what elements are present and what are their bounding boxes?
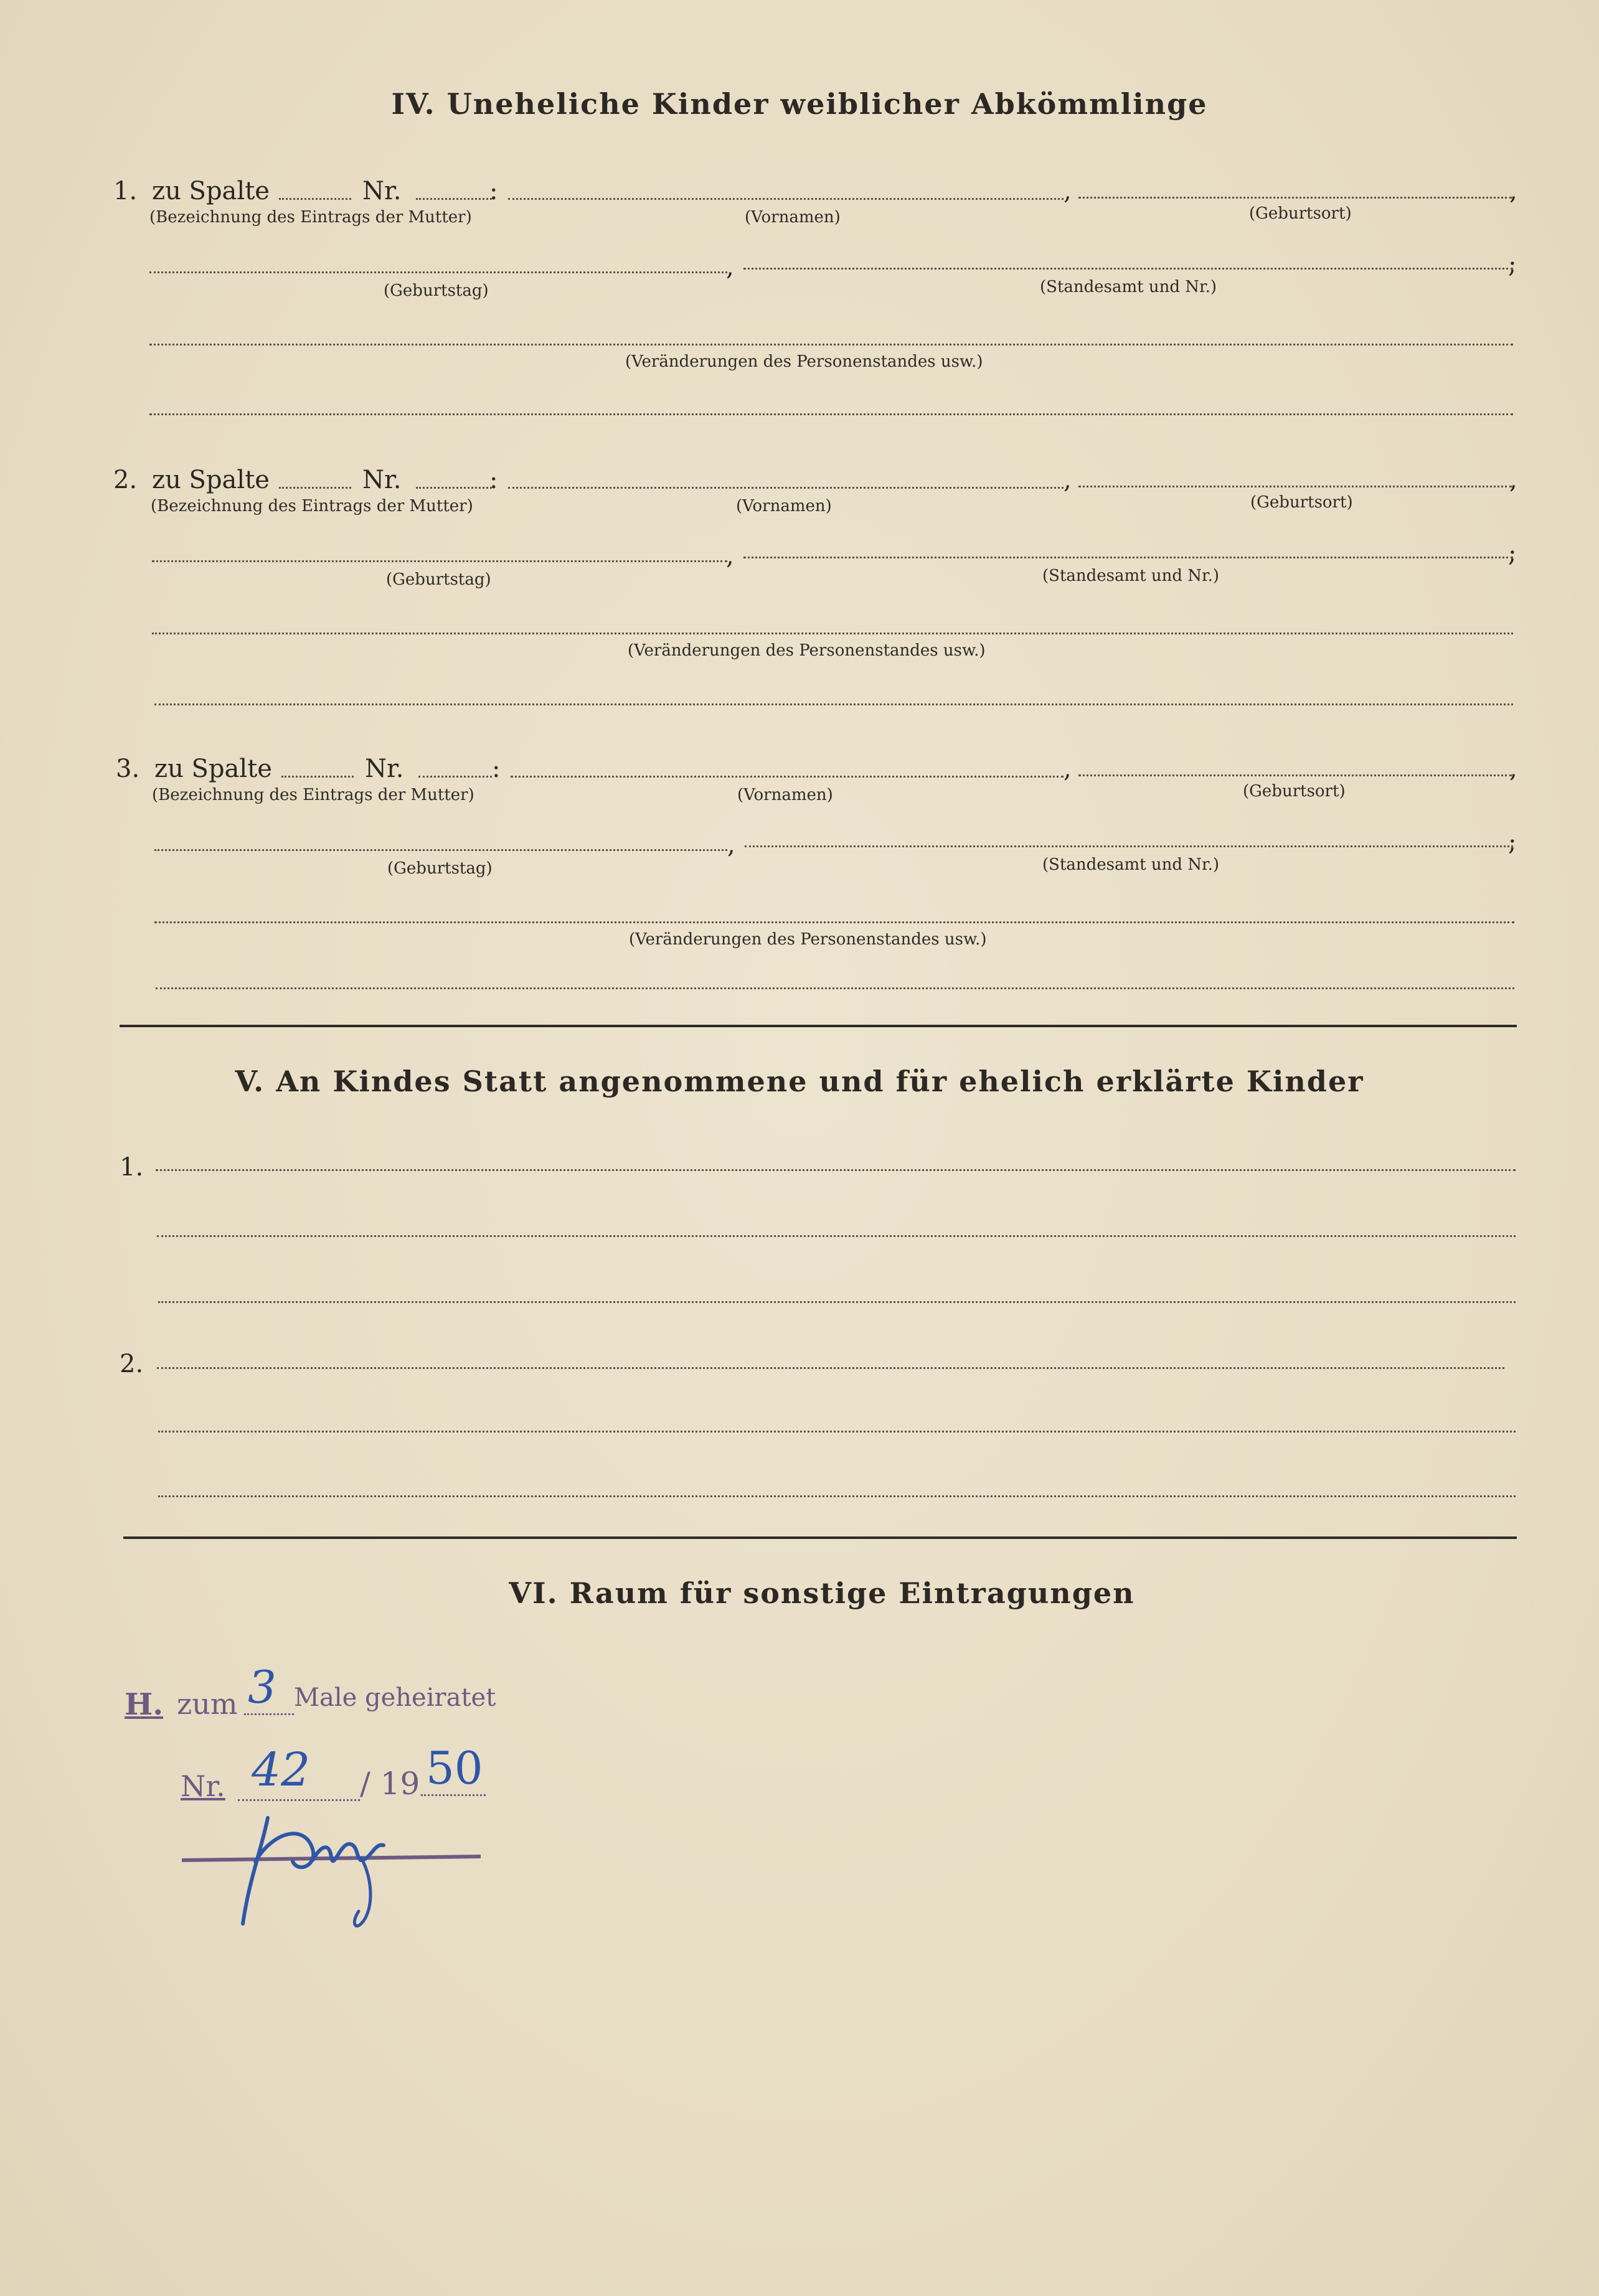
handwritten-year: 50: [426, 1742, 483, 1794]
extra-line[interactable]: [154, 703, 1513, 705]
nr-field[interactable]: [418, 776, 492, 778]
caption-geburtsort: (Geburtsort): [1243, 782, 1346, 801]
stamp-year-label: / 19: [360, 1766, 420, 1802]
stamp-mark: H.: [125, 1687, 164, 1722]
caption-geburtsort: (Geburtsort): [1249, 204, 1352, 223]
adopted-item-2-line-2[interactable]: [158, 1431, 1516, 1433]
adopted-item-2-line-1[interactable]: [157, 1367, 1504, 1369]
comma: ,: [1064, 755, 1072, 783]
entry-number: 2.: [113, 466, 138, 494]
caption-bezeichnung: (Bezeichnung des Eintrags der Mutter): [151, 497, 473, 515]
spalte-field[interactable]: [279, 198, 351, 200]
stamp-male-label: Male geheiratet: [294, 1683, 496, 1712]
comma: ,: [1509, 466, 1517, 494]
zu-spalte-label: zu Spalte: [152, 177, 270, 205]
caption-geburtstag: (Geburtstag): [387, 859, 493, 878]
caption-geburtstag: (Geburtstag): [386, 570, 491, 589]
veraenderungen-field[interactable]: [152, 633, 1513, 634]
comma: ,: [1064, 177, 1072, 205]
adopted-item-1-line-1[interactable]: [156, 1169, 1516, 1171]
section-vi-title: VI. Raum für sonstige Eintragungen: [509, 1576, 1135, 1610]
nr-label: Nr.: [362, 177, 402, 205]
adopted-item-2-line-3[interactable]: [158, 1495, 1516, 1497]
caption-vornamen: (Vornamen): [736, 497, 832, 515]
nr-label: Nr.: [362, 466, 402, 494]
veraenderungen-field[interactable]: [149, 344, 1513, 346]
geburtstag-field[interactable]: [149, 271, 727, 273]
extra-line[interactable]: [156, 987, 1514, 989]
caption-standesamt: (Standesamt und Nr.): [1040, 278, 1217, 296]
caption-geburtsort: (Geburtsort): [1250, 493, 1353, 512]
entry-number-field: [238, 1799, 360, 1801]
geburtstag-field[interactable]: [154, 849, 727, 851]
geburtsort-field[interactable]: [1078, 486, 1512, 487]
geburtsort-field[interactable]: [1078, 197, 1512, 199]
signature: [174, 1805, 498, 1930]
extra-line[interactable]: [149, 413, 1513, 415]
standesamt-field[interactable]: [743, 268, 1513, 270]
vornamen-field[interactable]: [508, 487, 1064, 489]
vornamen-field[interactable]: [511, 776, 1064, 778]
semicolon: ;: [1508, 539, 1517, 568]
caption-geburtstag: (Geburtstag): [384, 281, 489, 300]
caption-vornamen: (Vornamen): [745, 208, 841, 227]
adopted-item-1-line-3[interactable]: [158, 1301, 1516, 1303]
standesamt-field[interactable]: [745, 845, 1513, 847]
adopted-item-2-number: 2.: [120, 1350, 144, 1378]
adopted-item-1-number: 1.: [120, 1153, 144, 1182]
stamp-nr-label: Nr.: [181, 1769, 225, 1803]
semicolon: ;: [1508, 250, 1517, 279]
handwritten-count: 3: [248, 1661, 276, 1713]
caption-bezeichnung: (Bezeichnung des Eintrags der Mutter): [152, 786, 474, 804]
colon: :: [492, 755, 501, 783]
caption-vornamen: (Vornamen): [737, 786, 833, 804]
entry-number: 1.: [113, 177, 138, 205]
caption-bezeichnung: (Bezeichnung des Eintrags der Mutter): [149, 208, 472, 227]
comma: ,: [1509, 755, 1517, 783]
comma: ,: [726, 253, 734, 281]
standesamt-field[interactable]: [743, 557, 1513, 558]
semicolon: ;: [1508, 828, 1517, 857]
caption-standesamt: (Standesamt und Nr.): [1042, 855, 1220, 874]
nr-field[interactable]: [416, 198, 492, 200]
spalte-field[interactable]: [281, 776, 354, 778]
comma: ,: [727, 830, 735, 859]
zu-spalte-label: zu Spalte: [152, 466, 270, 494]
colon: :: [489, 177, 498, 205]
veraenderungen-field[interactable]: [154, 921, 1514, 923]
section-divider: [120, 1025, 1517, 1027]
caption-standesamt: (Standesamt und Nr.): [1042, 567, 1220, 585]
count-field: [244, 1713, 294, 1715]
comma: ,: [1064, 466, 1072, 494]
comma: ,: [726, 542, 734, 570]
entry-number: 3.: [116, 755, 140, 783]
spalte-field[interactable]: [279, 487, 351, 489]
adopted-item-1-line-2[interactable]: [157, 1235, 1516, 1237]
caption-veraenderungen: (Veränderungen des Personenstandes usw.): [628, 641, 986, 660]
caption-veraenderungen: (Veränderungen des Personenstandes usw.): [629, 930, 987, 949]
vornamen-field[interactable]: [508, 198, 1064, 200]
nr-field[interactable]: [416, 487, 492, 489]
geburtsort-field[interactable]: [1078, 774, 1512, 776]
section-divider: [123, 1536, 1517, 1539]
zu-spalte-label: zu Spalte: [154, 755, 272, 783]
colon: :: [489, 466, 498, 494]
nr-label: Nr.: [365, 755, 404, 783]
geburtstag-field[interactable]: [152, 560, 727, 562]
handwritten-entry-number: 42: [252, 1743, 311, 1797]
section-iv-title: IV. Uneheliche Kinder weiblicher Abkömmlinge: [391, 87, 1208, 121]
comma: ,: [1509, 177, 1517, 205]
stamp-zum-label: zum: [177, 1687, 238, 1721]
section-v-title: V. An Kindes Statt angenommene und für ehelich erklärte Kinder: [235, 1065, 1364, 1098]
caption-veraenderungen: (Veränderungen des Personenstandes usw.): [625, 352, 983, 371]
year-field: [421, 1794, 486, 1796]
